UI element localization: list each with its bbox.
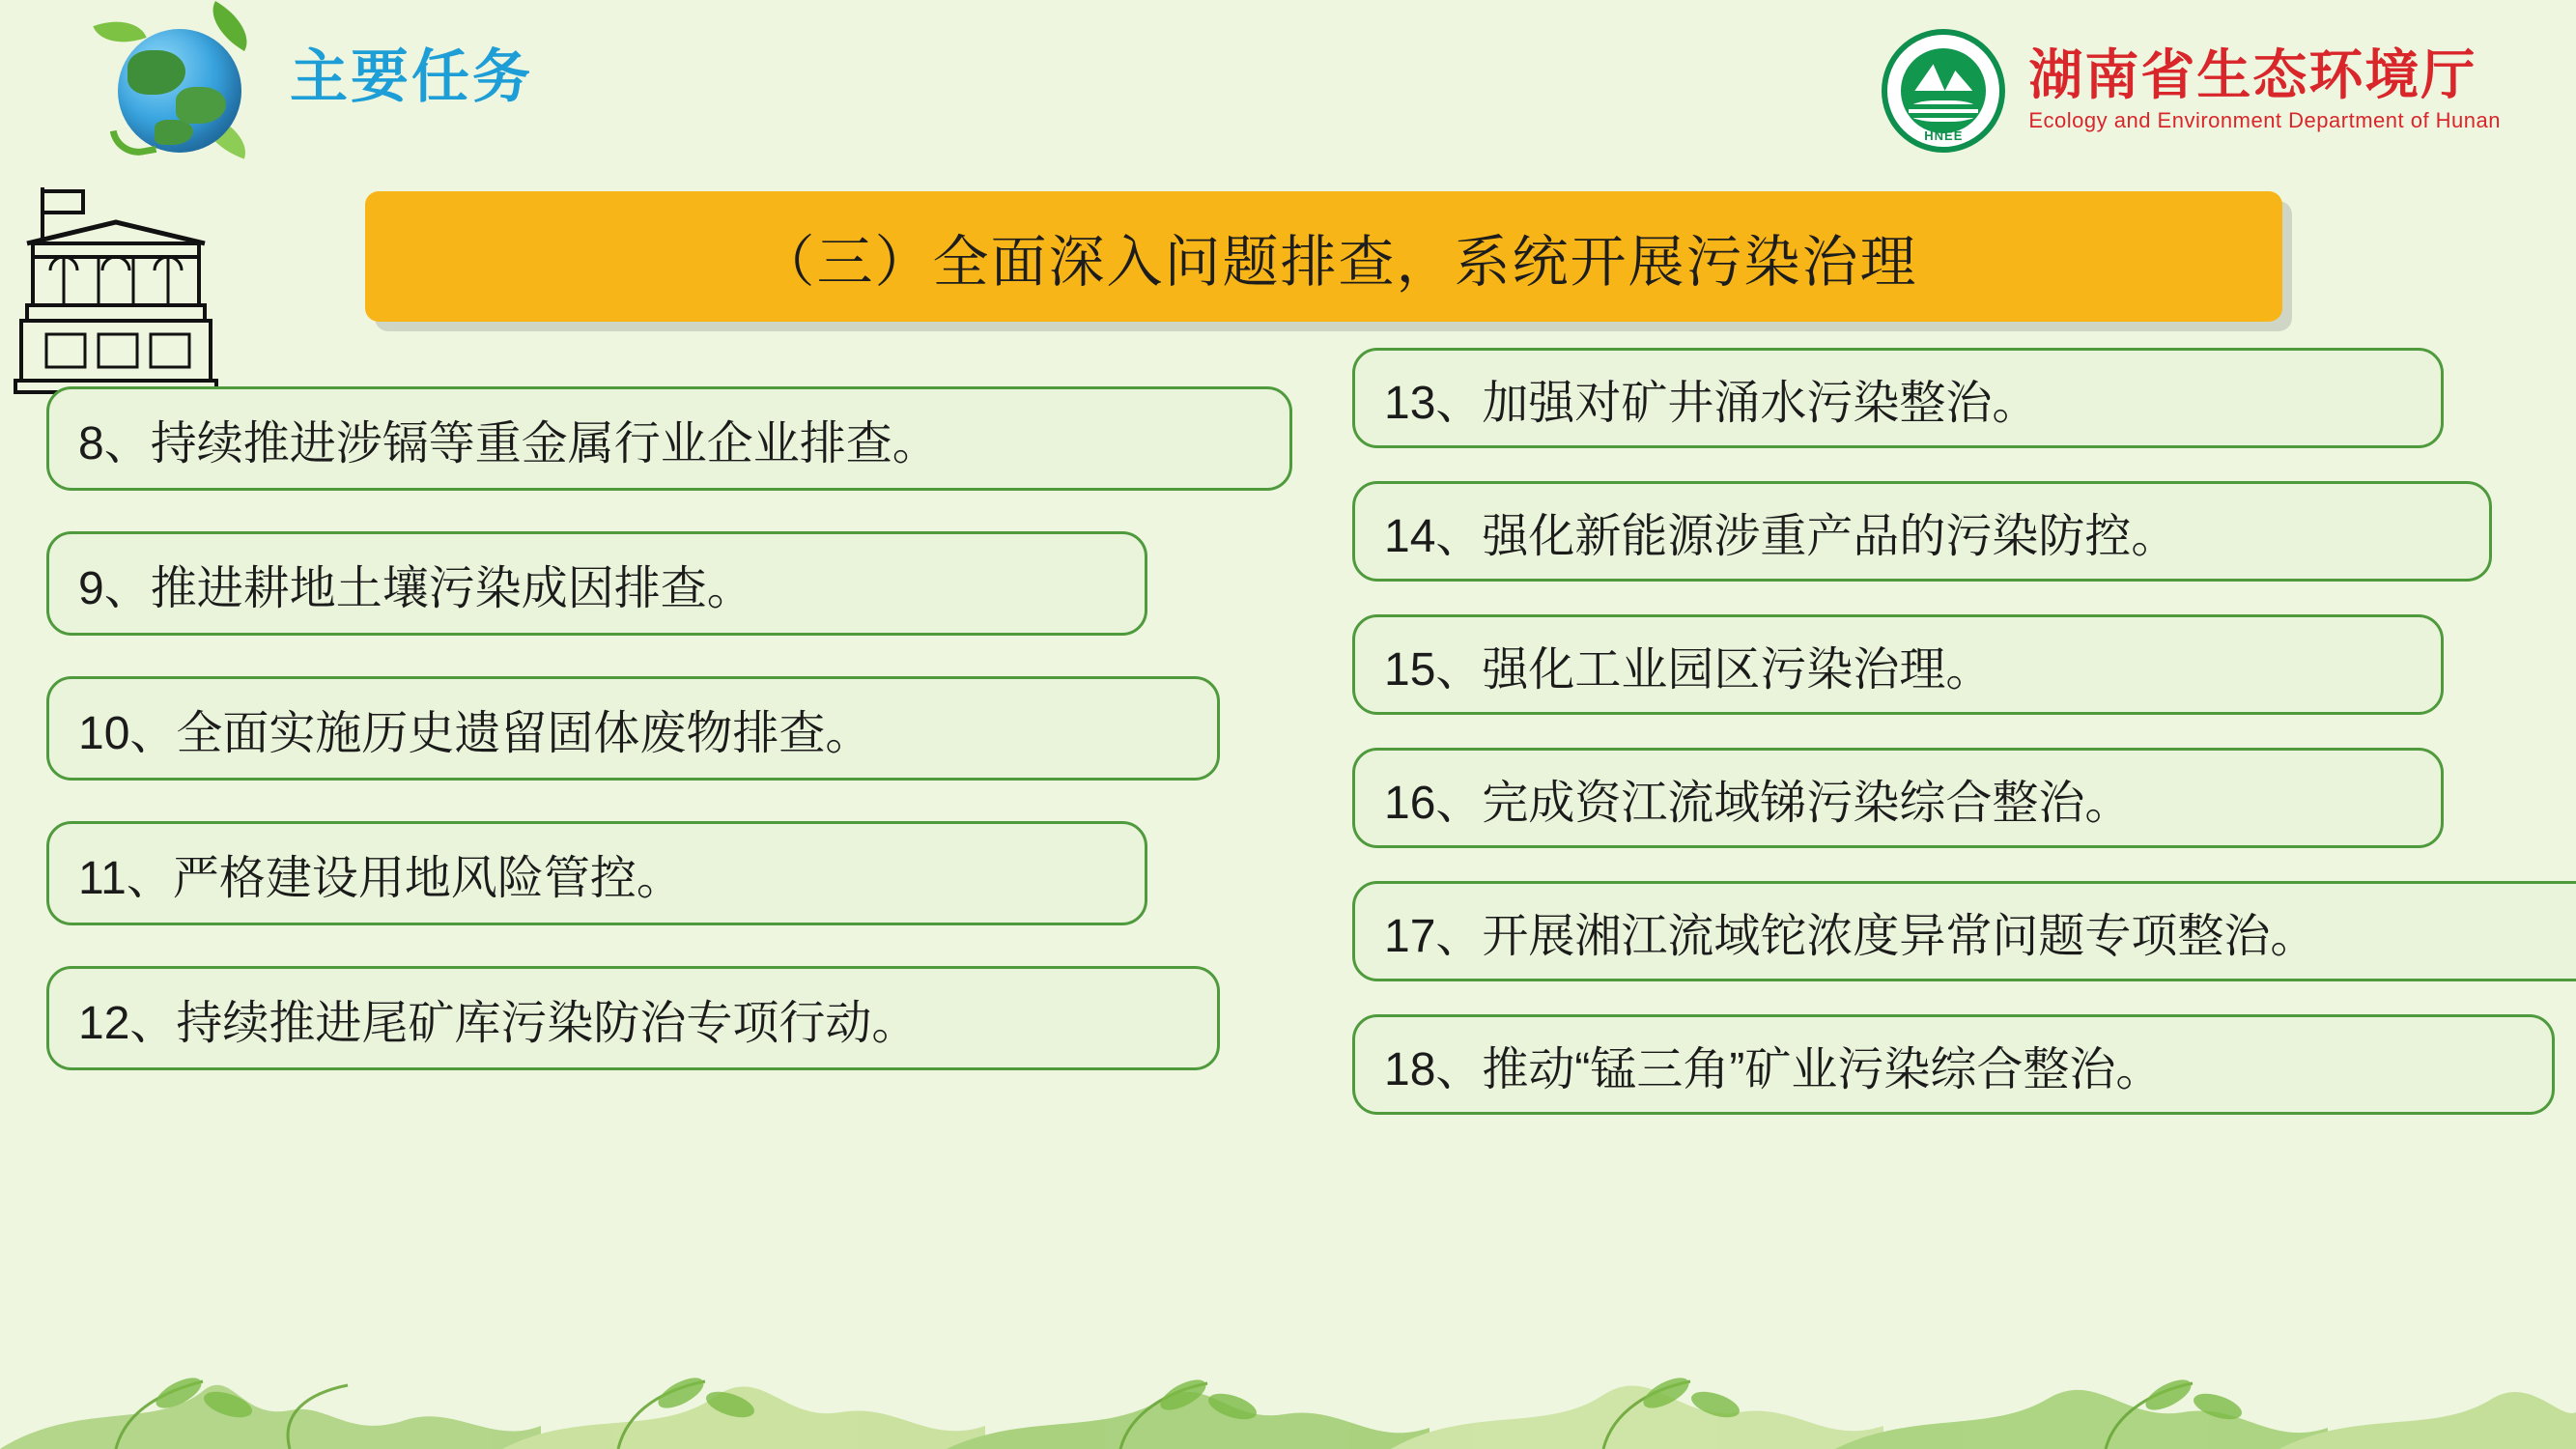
page-title: 主要任务 xyxy=(290,44,533,109)
hnee-emblem-icon xyxy=(1882,29,2005,153)
list-item[interactable]: 8、持续推进涉镉等重金属行业企业排查。 xyxy=(46,386,1292,491)
list-item[interactable]: 17、开展湘江流域铊浓度异常问题专项整治。 xyxy=(1352,881,2576,981)
left-task-list xyxy=(46,386,1292,1111)
slide-header xyxy=(0,0,2576,179)
globe-leaf-icon xyxy=(97,12,261,171)
list-item[interactable]: 9、推进耕地土壤污染成因排查。 xyxy=(46,531,1147,636)
list-item[interactable]: 13、加强对矿井涌水污染整治。 xyxy=(1352,348,2444,448)
list-item[interactable]: 14、强化新能源涉重产品的污染防控。 xyxy=(1352,481,2492,582)
section-banner-text: （三）全面深入问题排查，系统开展污染治理 xyxy=(758,230,1918,294)
list-item[interactable]: 18、推动“锰三角”矿业污染综合整治。 xyxy=(1352,1014,2555,1115)
leaves-decoration xyxy=(0,1304,2576,1449)
list-item[interactable]: 15、强化工业园区污染治理。 xyxy=(1352,614,2444,715)
right-task-list xyxy=(1352,348,2576,1148)
emblem-abbreviation: HNEE xyxy=(1924,128,1964,143)
logo-text-block xyxy=(2028,44,2501,133)
list-item[interactable]: 16、完成资江流域锑污染综合整治。 xyxy=(1352,748,2444,848)
logo-name-cn: 湖南省生态环境厅 xyxy=(2028,44,2477,105)
organization-logo xyxy=(1882,14,2501,168)
logo-name-en: Ecology and Environment Department of Hunan xyxy=(2028,108,2501,132)
leaf-stem xyxy=(110,124,157,159)
list-item[interactable]: 11、严格建设用地风险管控。 xyxy=(46,821,1147,925)
list-item[interactable]: 10、全面实施历史遗留固体废物排查。 xyxy=(46,676,1220,781)
government-building-icon xyxy=(8,184,225,396)
emblem-mountain-water-icon xyxy=(1901,48,1986,133)
section-banner xyxy=(365,191,2282,322)
list-item[interactable]: 12、持续推进尾矿库污染防治专项行动。 xyxy=(46,966,1220,1070)
